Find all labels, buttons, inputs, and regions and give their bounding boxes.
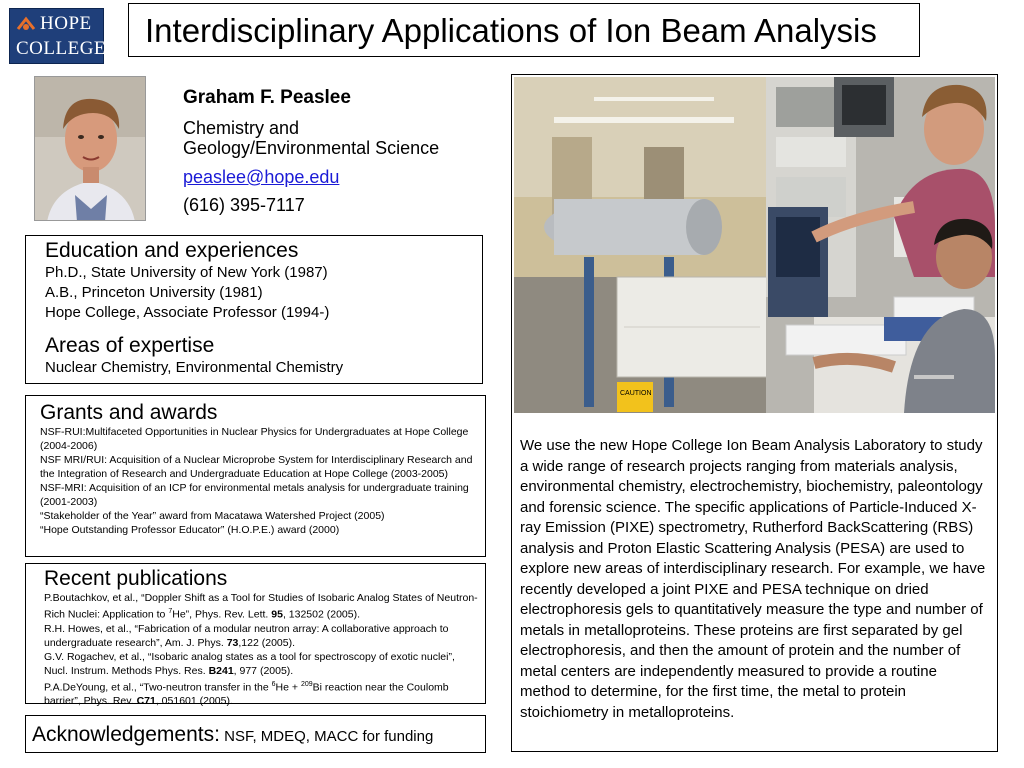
- pub-text: , 132502 (2005).: [282, 608, 360, 621]
- department-line-1: Chemistry and: [183, 118, 300, 138]
- pub-text: R.H. Howes, et al., “Fabrication of a modular neutron array: A collaborative approach to undergraduate research”, Am. J. Phys.: [44, 622, 449, 649]
- research-description: We use the new Hope College Ion Beam Analysis Laboratory to study a wide range of research projects ranging from materials analysis, environmental chemistry, electrochemistry, biochemistry, paleontology and forensic science. The specific applications of Particle-Induced X-ray Emission (PIXE) spectrometry, Rutherford BackScattering (RBS) analysis and Proton Elastic Scattering Analysis (PESA) are used to explore new areas of interdisciplinary research. For example, we have recently developed a joint PIXE and PESA technique on dried electrophoresis gels to quantitatively measure the type and number of metals in metalloproteins. These proteins are first separated by gel electrophoresis, and then the amount of protein and the number of metal centers are independently measured to provide a routine method to determine, for the first time, the metal to protein stoichiometry in metalloproteins.: [520, 437, 986, 721]
- education-item: Hope College, Associate Professor (1994-): [45, 304, 330, 321]
- expertise-heading: Areas of expertise: [45, 334, 215, 357]
- grants-box: [25, 395, 486, 557]
- grant-item: “Stakeholder of the Year” award from Macatawa Watershed Project (2005): [40, 510, 385, 522]
- pub-sup: 209: [300, 680, 313, 688]
- acknowledgements-label: Acknowledgements:: [32, 723, 220, 746]
- education-item: A.B., Princeton University (1981): [45, 284, 263, 301]
- expertise-text: Nuclear Chemistry, Environmental Chemistry: [45, 359, 344, 376]
- lab-panel: [511, 74, 998, 752]
- publications-box: [25, 563, 486, 707]
- hope-college-logo: [9, 8, 107, 64]
- pub-volume: 73: [226, 636, 239, 649]
- person-name: Graham F. Peaslee: [183, 87, 351, 108]
- education-item: Ph.D., State University of New York (1987): [45, 264, 328, 281]
- pub-text: Bi reaction near the Coulomb barrier”, Phys. Rev.: [44, 681, 449, 707]
- logo-text-college: COLLEGE: [16, 38, 107, 59]
- pub-volume: C71: [136, 695, 156, 707]
- grant-item: “Hope Outstanding Professor Educator” (H.O.P.E.) award (2000): [40, 524, 340, 536]
- acknowledgements-box: [25, 715, 486, 753]
- grant-item: NSF-MRI: Acquisition of an ICP for environmental metals analysis for undergraduate training (2001-2003): [40, 482, 469, 508]
- pub-text: , 977 (2005).: [233, 664, 294, 677]
- publications-heading: Recent publications: [44, 567, 228, 590]
- title-box: [128, 3, 920, 57]
- pub-volume: B241: [208, 664, 234, 677]
- caution-sign: CAUTION: [620, 390, 652, 397]
- pub-text: P.Boutachkov, et al., “Doppler Shift as a Tool for Studies of Isobaric Analog States of Neutron-Rich Nuclei: Application to: [44, 592, 478, 621]
- publication-item: [44, 591, 480, 622]
- pub-text: , 051601 (2005).: [155, 695, 233, 707]
- page-title: Interdisciplinary Applications of Ion Beam Analysis: [145, 12, 877, 49]
- grants-heading: Grants and awards: [40, 401, 218, 424]
- pub-text: He +: [275, 681, 301, 693]
- grant-item: NSF MRI/RUI: Acquisition of a Nuclear Microprobe System for Interdisciplinary Research and the Integration of Research and Undergraduate Education at Hope College (2003-2005): [40, 454, 473, 480]
- education-box: [25, 235, 483, 384]
- pub-text: He”, Phys. Rev. Lett.: [172, 608, 272, 621]
- pub-text: ,122 (2005).: [238, 636, 295, 649]
- pub-volume: 95: [271, 608, 283, 621]
- publication-item: [44, 650, 480, 678]
- pub-sup: 7: [168, 608, 173, 615]
- portrait-photo: [34, 76, 146, 221]
- anchor-logo-icon: [16, 15, 36, 35]
- contact-info: [183, 86, 503, 216]
- publication-item: [44, 622, 480, 650]
- acknowledgements-text: NSF, MDEQ, MACC for funding: [219, 728, 434, 745]
- pub-text: P.A.DeYoung, et al., “Two-neutron transfer in the: [44, 681, 272, 693]
- phone-number: (616) 395-7117: [183, 195, 305, 215]
- department-line-2: Geology/Environmental Science: [183, 138, 440, 158]
- grant-item: NSF-RUI:Multifaceted Opportunities in Nuclear Physics for Undergraduates at Hope College (2004-2006): [40, 426, 469, 452]
- pub-sup: 6: [271, 680, 276, 688]
- pub-text: G.V. Rogachev, et al., “Isobaric analog states as a tool for spectroscopy of exotic nuclei”, Nucl. Instrum. Methods Phys. Res.: [44, 650, 455, 677]
- logo-text-hope: HOPE: [40, 13, 92, 34]
- department: [183, 118, 503, 158]
- email-link[interactable]: peaslee@hope.edu: [183, 167, 340, 187]
- education-heading: Education and experiences: [45, 239, 299, 262]
- publication-item: [44, 678, 480, 709]
- lab-photo: [514, 77, 995, 413]
